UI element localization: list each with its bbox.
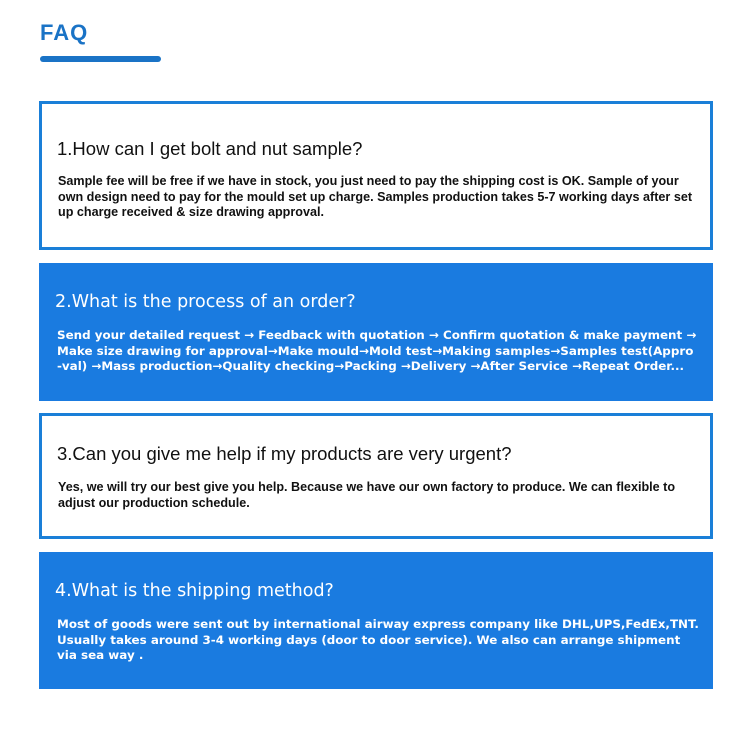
faq-question-3: 3.Can you give me help if my products are very urgent? [57,443,512,464]
faq-card-3 [39,413,713,539]
faq-card-1 [39,101,713,250]
title-underline [40,56,161,62]
faq-question-1: 1.How can I get bolt and nut sample? [57,138,363,159]
faq-question-4: 4.What is the shipping method? [55,581,334,601]
faq-answer-1: Sample fee will be free if we have in stock, you just need to pay the shipping cost is OK. Sample of your own design need to pay for the mould set up charge. Samples production takes 5-7 working days after set up charge received & size drawing approval. [58,174,693,219]
faq-answer-3: Yes, we will try our best give you help. Because we have our own factory to produce. We can flexible to adjust our production schedule. [58,480,676,510]
page-title: FAQ [40,20,89,45]
faq-answer-2: Send your detailed request → Feedback with quotation → Confirm quotation & make payment → Make size drawing for approval→Make mould→Mold test→Making samples→Samples test(Appro -val) →Mass production→Quality checking→Packing →Delivery →After Service →Repeat Order... [57,328,697,374]
faq-card-4 [39,552,713,689]
faq-card-2 [39,263,713,401]
faq-question-2: 2.What is the process of an order? [55,292,356,312]
faq-answer-4: Most of goods were sent out by international airway express company like DHL,UPS,FedEx,TNT. Usually takes around 3-4 working days (door to door service). We also can arrange shipment via sea way . [57,617,699,663]
